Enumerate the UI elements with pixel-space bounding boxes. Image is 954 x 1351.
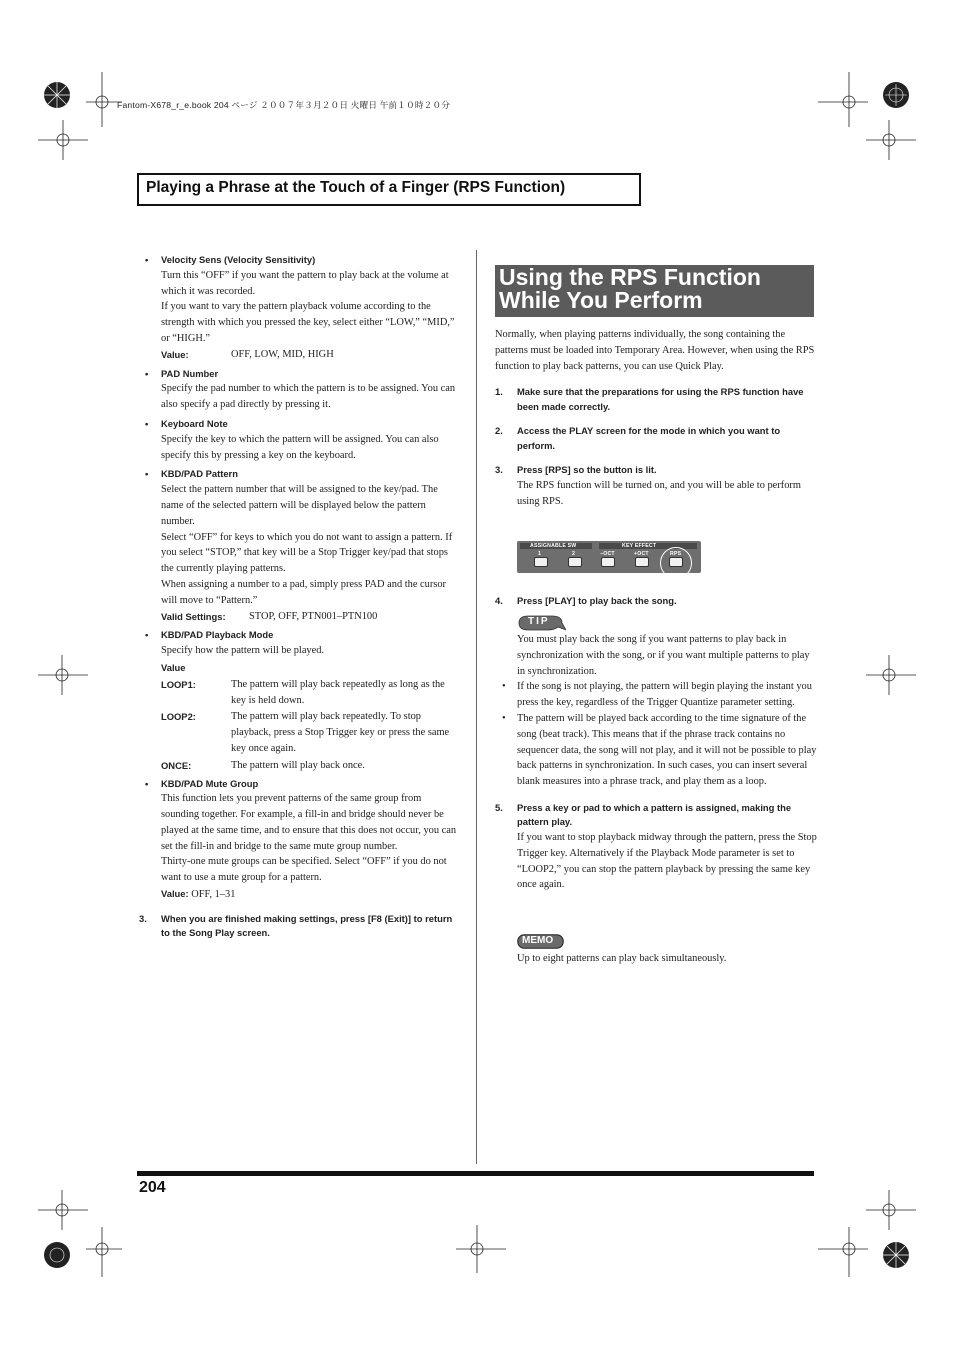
section-title-line-2: While You Perform [499,286,703,313]
rps-highlight-circle [660,547,692,579]
paragraph: This function lets you prevent patterns of the same group from sounding together. For example, a fill-in and bridge should never be played at the same time, and to ensure that this does not occur, you can set the fill-in and bridge to the same mute group number. [161,793,457,852]
tip-bullet-item [502,679,817,711]
step-2 [495,424,817,453]
step-3-left [139,912,461,941]
item-pad-number [139,366,461,382]
octave-down-button [601,557,615,567]
bullet-icon: • [502,712,506,724]
assignable-button-1 [534,557,548,567]
bullet-icon: • [145,417,149,429]
value-row [139,347,461,363]
option-row-loop1 [139,677,461,709]
paragraph: Specify how the pattern will be played. [161,645,325,657]
button-label-minus-oct: −OCT [600,551,615,557]
bullet-icon: • [145,468,149,480]
crosshair-mark-bottom-right [818,1222,868,1282]
step-number: 3. [139,912,147,924]
option-row-once [139,758,461,774]
item-keyboard-note [139,416,461,432]
value-label: Value: [161,888,189,900]
crosshair-mark-top-right [818,72,868,132]
left-column [139,250,461,941]
paragraph: Select the pattern number that will be assigned to the key/pad. The name of the selected pattern will be displayed below the pattern number. [161,484,438,527]
item-title: KBD/PAD Playback Mode [161,629,274,641]
value-text: OFF, 1–31 [191,889,236,901]
step-text: Press a key or pad to which a pattern is assigned, making the pattern play. [517,801,792,828]
step-5-description: If you want to stop playback midway through the pattern, press the Stop Trigger key. Alternatively if the Playback Mode parameter is set to “LOOP2,” you can stop the pattern playback by pressing the same key once again. [517,831,817,891]
value-text: OFF, LOW, MID, HIGH [231,348,334,360]
step-1 [495,385,817,414]
chapter-header-title: Playing a Phrase at the Touch of a Finger (RPS Function) [146,179,566,196]
button-label-rps: RPS [670,551,682,557]
step-5 [495,801,817,830]
item-mute-group [139,776,461,792]
footer-rule [137,1171,814,1176]
crosshair-mark-bottom-left [86,1222,126,1282]
crosshair-mark-right-upper [866,120,916,160]
button-label-1: 1 [538,551,542,557]
bullet-icon: • [145,254,149,265]
section-title-line-1: Using the RPS Function [499,264,761,290]
crosshair-mark-left-middle [38,655,88,695]
button-label-2: 2 [572,551,576,557]
memo-text: Up to eight patterns can play back simultaneously. [517,953,727,964]
option-desc: The pattern will play back repeatedly. To stop playback, press a Stop Trigger key or press the same key once again. [231,711,450,754]
option-desc: The pattern will play back repeatedly as long as the key is held down. [231,678,445,706]
bullet-icon: • [145,629,149,641]
right-column-lower [495,594,817,609]
column-divider [476,250,477,1164]
paragraph: Select “OFF” for keys to which you do not want to assign a pattern. If you select “STOP,” that key will be a Stop Trigger key/pad that stops the currently playing patterns. [161,531,453,575]
bullet-icon: • [145,367,149,379]
item-velocity-sens [139,252,461,268]
tip-bullet-item [502,711,817,790]
item-title: Keyboard Note [161,417,228,429]
step-number: 3. [495,464,503,476]
tip-label: TIP [528,616,550,627]
item-kbd-pad-pattern [139,466,461,482]
bullet-icon: • [502,681,506,693]
bullet-icon: • [145,777,149,789]
paragraph: When assigning a number to a pad, simply press PAD and the cursor will move to “Pattern.” [161,578,447,606]
crosshair-mark-bottom-center [456,1225,506,1275]
paragraph: Specify the pad number to which the pattern is to be assigned. You can also specify a pad directly by pressing it. [161,383,456,411]
paragraph: Thirty-one mute groups can be specified. Select “OFF” if you do not want to use a mute group for a pattern. [161,856,447,884]
assignable-button-2 [568,557,582,567]
value-label: Value: [161,348,189,360]
option-key: ONCE: [161,759,192,771]
crosshair-mark-right-middle [866,655,916,695]
step-text: Press [PLAY] to play back the song. [517,595,677,606]
step-number: 4. [495,595,503,606]
tip-section [495,632,817,893]
page-number: 204 [139,1179,166,1196]
memo-label: MEMO [522,935,554,946]
item-title: PAD Number [161,367,219,379]
memo-section [495,951,817,967]
option-desc: The pattern will play back once. [231,759,365,771]
step-3-description: The RPS function will be turned on, and you will be able to perform using RPS. [517,479,801,507]
paragraph: If you want to vary the pattern playback volume according to the strength with which you pressed the key, select either “LOW,” “MID,” or “HIGH.” [161,301,455,344]
item-title: KBD/PAD Pattern [161,468,238,480]
key-effect-label: KEY EFFECT [622,543,657,549]
option-key: LOOP1: [161,678,196,690]
item-title: KBD/PAD Mute Group [161,777,259,789]
option-row-loop2 [139,709,461,756]
right-column [495,327,817,509]
step-text: Access the PLAY screen for the mode in which you want to perform. [517,425,781,451]
value-heading: Value [161,661,186,673]
tip-bullet-text: The pattern will be played back according to the time signature of the song (beat track). This means that if the phrase track contains no sequencer data, the song will not play, and it will not be possible to play back patterns in synchronization. In such cases, you can insert several blank measures into a phrase track, and play them as a loop. [517,712,817,788]
step-number: 2. [495,425,503,437]
value-row [139,886,461,903]
paragraph: Specify the key to which the pattern will be assigned. You can also specify this by pressing a key on the keyboard. [161,433,439,461]
valid-settings-label: Valid Settings: [161,610,226,622]
tip-bullet-list [495,679,817,790]
print-meta: Fantom-X678_r_e.book 204 ページ ２００７年３月２０日 火曜日 午前１０時２０分 [117,100,451,110]
crosshair-mark-left-upper [38,120,88,160]
intro-paragraph: Normally, when playing patterns individually, the song containing the patterns must be loaded into Temporary Area. However, when using the RPS function to play back patterns, you can use Quick Play. [495,329,815,372]
option-key: LOOP2: [161,711,196,723]
step-number: 1. [495,386,503,398]
octave-up-button [635,557,649,567]
step-number: 5. [495,801,503,813]
button-label-plus-oct: +OCT [634,551,649,557]
rps-panel-illustration [517,541,701,573]
step-text: Make sure that the preparations for using the RPS function have been made correctly. [517,386,804,412]
step-text: When you are finished making settings, press [F8 (Exit)] to return to the Song Play screen. [161,912,453,939]
step-3 [495,463,817,478]
section-title [499,266,761,311]
registration-mark-bottom-right [872,1222,932,1282]
item-playback-mode [139,627,461,643]
tip-paragraph: You must play back the song if you want patterns to play back in synchronization with the song, or if you want multiple patterns to play in synchronization. [517,634,810,677]
tip-bullet-text: If the song is not playing, the pattern will begin playing the instant you press the key, regardless of the Trigger Quantize parameter setting. [517,681,812,709]
item-title: Velocity Sens (Velocity Sensitivity) [161,254,316,265]
assignable-sw-label: ASSIGNABLE SW [530,543,577,549]
paragraph: Turn this “OFF” if you want the pattern to play back at the volume at which it was recorded. [161,269,449,297]
step-text: Press [RPS] so the button is lit. [517,464,657,476]
valid-settings-value: STOP, OFF, PTN001–PTN100 [249,610,378,622]
step-4 [495,594,817,609]
valid-settings-row [139,609,461,625]
